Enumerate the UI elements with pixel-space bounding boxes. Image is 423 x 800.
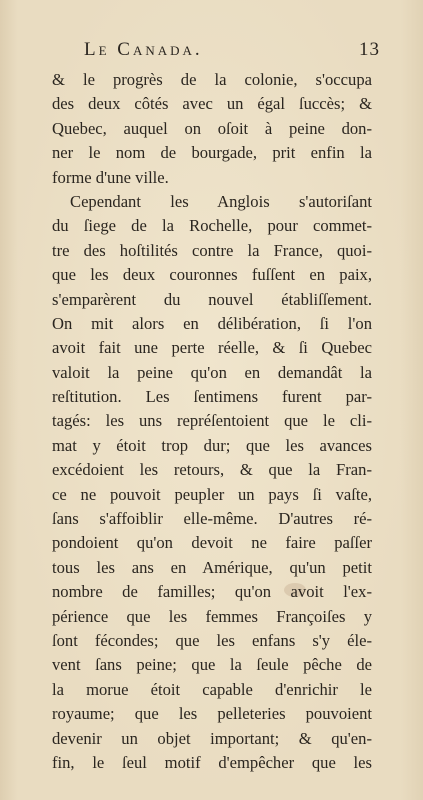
- text-line: excédoient les retours, & que la Fran-: [52, 460, 372, 480]
- text-line: tre des hoſtilités contre la France, quoi-: [52, 240, 372, 260]
- text-line: ner le nom de bourgade, prit enfin la: [52, 143, 372, 163]
- text-line: que les deux couronnes fuſſent en paix,: [52, 265, 372, 285]
- text-line: mat y étoit trop dur; que les avances: [52, 435, 372, 455]
- text-line: vent ſans peine; que la ſeule pêche de: [52, 655, 372, 675]
- text-line: devenir un objet important; & qu'en-: [52, 728, 372, 748]
- body-text: [52, 68, 372, 775]
- text-line: reſtitution. Les ſentimens furent par-: [52, 387, 372, 407]
- text-line: nombre de familles; qu'on avoit l'ex-: [52, 582, 372, 602]
- text-line: fin, le ſeul motif d'empêcher que les: [52, 752, 372, 772]
- text-line: ſans s'affoiblir elle-même. D'autres ré-: [52, 509, 372, 529]
- text-line: s'emparèrent du nouvel établiſſement.: [52, 289, 372, 309]
- text-line: des deux côtés avec un égal ſuccès; &: [52, 94, 372, 114]
- running-title: Le Canada.: [84, 39, 203, 60]
- text-line: forme d'une ville.: [52, 167, 169, 187]
- text-line: royaume; que les pelleteries pouvoient: [52, 704, 372, 724]
- text-line: du ſiege de la Rochelle, pour commet-: [52, 216, 372, 236]
- text-line: périence que les femmes Françoiſes y: [52, 606, 372, 626]
- text-line: Cependant les Anglois s'autoriſant: [70, 191, 372, 211]
- text-line: tagés: les uns repréſentoient que le cli-: [52, 411, 372, 431]
- text-line: valoit la peine qu'on en demandât la: [52, 362, 372, 382]
- text-line: ce ne pouvoit peupler un pays ſi vaſte,: [52, 484, 372, 504]
- text-line: pondoient qu'on devoit ne faire paſſer: [52, 533, 372, 553]
- text-line: avoit fait une perte réelle, & ſi Quebec: [52, 338, 372, 358]
- text-line: ſont fécondes; que les enfans s'y éle-: [52, 630, 372, 650]
- text-line: & le progrès de la colonie, s'occupa: [52, 70, 372, 89]
- running-head: [84, 39, 380, 65]
- text-line: On mit alors en délibération, ſi l'on: [52, 313, 372, 333]
- text-line: Quebec, auquel on oſoit à peine don-: [52, 118, 372, 138]
- text-line: tous les ans en Amérique, qu'un petit: [52, 557, 372, 577]
- text-line: la morue étoit capable d'enrichir le: [52, 679, 372, 699]
- page-number: 13: [359, 39, 380, 60]
